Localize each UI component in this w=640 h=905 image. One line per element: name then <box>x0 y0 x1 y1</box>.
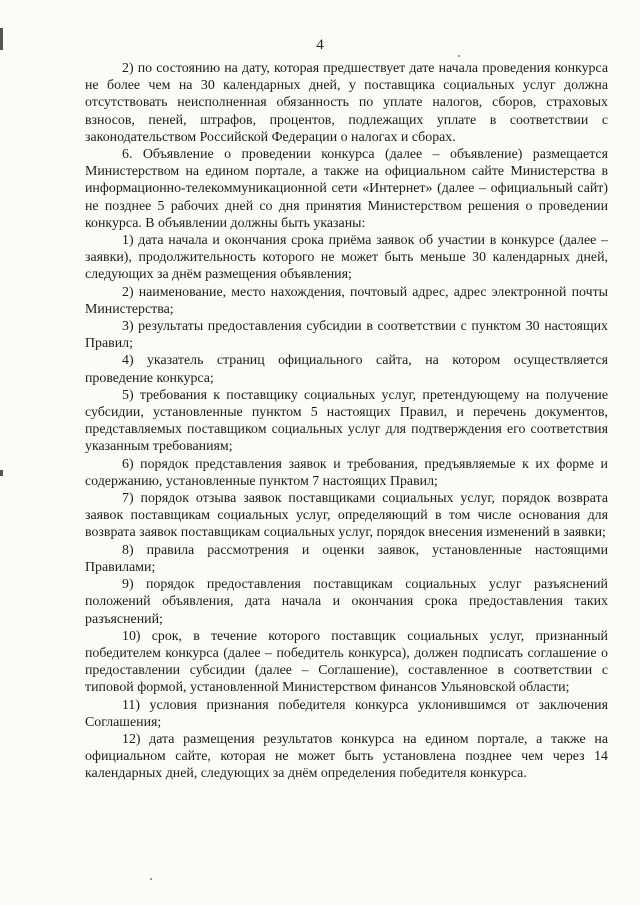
list-item-3-subsidy-results: 3) результаты предоставления субсидии в соответствии с пунктом 30 настоящих Правил; <box>85 319 608 352</box>
list-item-6-submission-procedure: 6) порядок представления заявок и требования, предъявляемые к их форме и содержанию, установленные пунктом 7 настоящих Правил; <box>85 456 608 489</box>
paragraph-item-2-tax-obligations: 2) по состоянию на дату, которая предшествует дате начала проведения конкурса не более чем на 30 календарных дней, у поставщика социальных услуг должна отсутствовать неисполненная обязанность по уплате налогов, сборов, страховых взносов, пеней, штрафов, процентов, подлежащих уплате в соответствии с законодательством Российской Федерации о налогах и сборах. <box>85 61 608 145</box>
page-number: 4 <box>316 37 324 53</box>
list-item-11-evasion-conditions: 11) условия признания победителя конкурса уклонившимся от заключения Соглашения; <box>85 697 608 730</box>
list-item-7-withdrawal-procedure: 7) порядок отзыва заявок поставщиками социальных услуг, порядок возврата заявок поставщикам социальных услуг, определяющий в том числе основания для возврата заявок поставщикам социальных услуг, порядок внесения изменений в заявки; <box>85 491 608 541</box>
list-item-8-evaluation-rules: 8) правила рассмотрения и оценки заявок, установленные настоящими Правилами; <box>85 542 608 575</box>
scan-edge-mark <box>0 470 3 476</box>
scan-speck <box>150 878 152 880</box>
list-item-4-site-pages: 4) указатель страниц официального сайта, на котором осуществляется проведение конкурса; <box>85 353 608 386</box>
paragraph-6-announcement: 6. Объявление о проведении конкурса (далее – объявление) размещается Министерством на едином портале, а также на официальном сайте Министерства в информационно-телекоммуникационной сети «Интернет» (далее – официальный сайт) не позднее 5 рабочих дней со дня принятия Министерством решения о проведении конкурса. В объявлении должны быть указаны: <box>85 147 608 231</box>
list-item-12-results-publication: 12) дата размещения результатов конкурса на едином портале, а также на официальном сайте, которая не может быть установлена позднее чем через 14 календарных дней, следующих за днём определения победителя конкурса. <box>85 731 608 782</box>
document-body <box>85 60 608 783</box>
list-item-1-application-dates: 1) дата начала и окончания срока приёма заявок об участии в конкурсе (далее – заявки), продолжительность которого не может быть меньше 30 календарных дней, следующих за днём размещения объявления; <box>85 233 608 283</box>
list-item-2-ministry-address: 2) наименование, место нахождения, почтовый адрес, адрес электронной почты Министерства; <box>85 284 608 317</box>
scan-speck <box>458 55 460 57</box>
list-item-9-clarifications: 9) порядок предоставления поставщикам социальных услуг разъяснений положений объявления, дата начала и окончания срока предоставления таких разъяснений; <box>85 577 608 627</box>
list-item-5-requirements: 5) требования к поставщику социальных услуг, претендующему на получение субсидии, установленные пунктом 5 настоящих Правил, и перечень документов, представляемых поставщиком социальных услуг для подтверждения его соответствия указанным требованиям; <box>85 387 608 455</box>
list-item-10-signing-deadline: 10) срок, в течение которого поставщик социальных услуг, признанный победителем конкурса (далее – победитель конкурса), должен подписать соглашение о предоставлении субсидии (далее – Соглашение), составленное в соответствии с типовой формой, установленной Министерством финансов Ульяновской области; <box>85 628 608 696</box>
